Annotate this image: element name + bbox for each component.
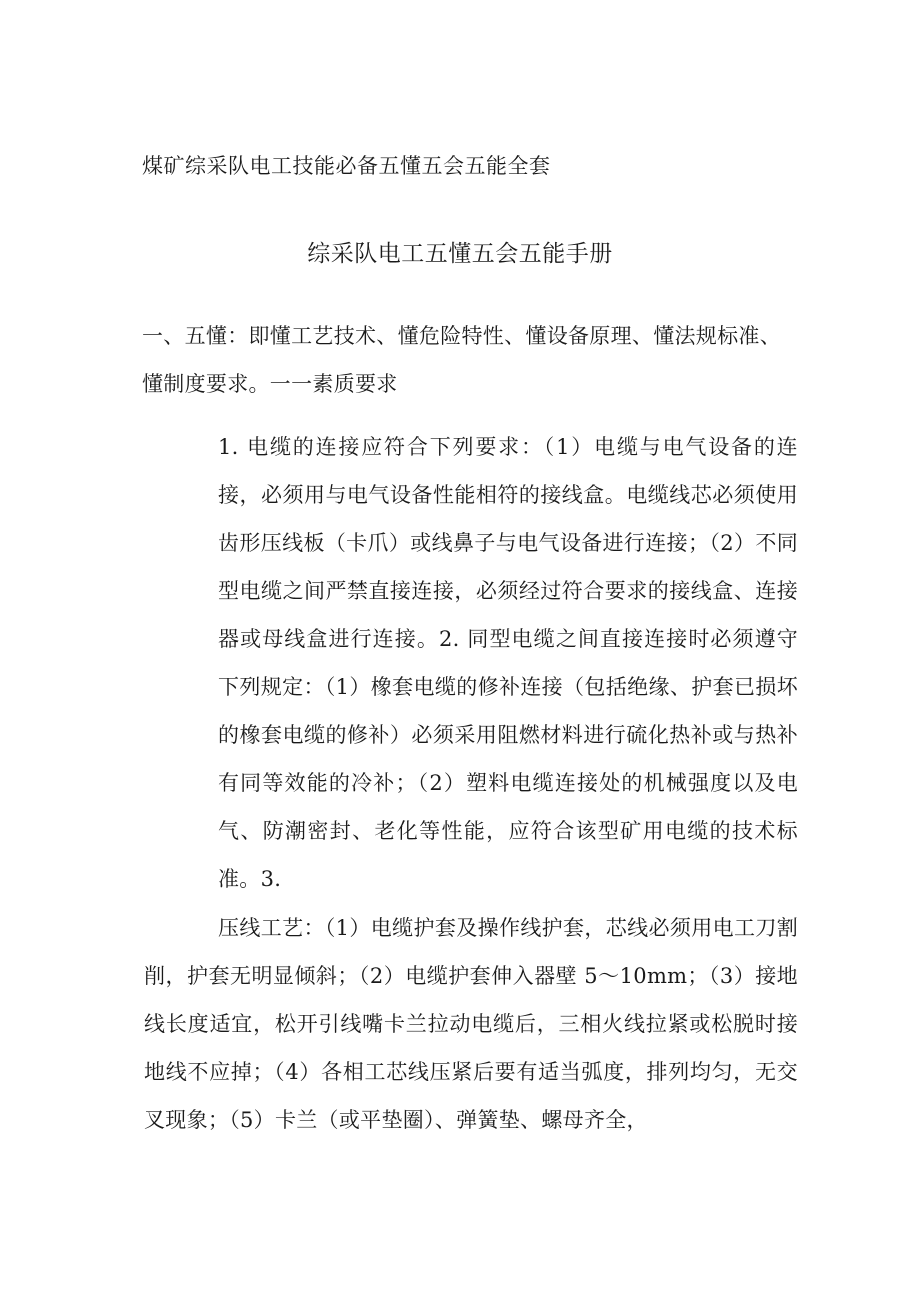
section-five-understandings: 一、五懂：即懂工艺技术、懂危险特性、懂设备原理、懂法规标准、懂制度要求。一一素质要求 <box>142 324 781 396</box>
document-title: 煤矿综采队电工技能必备五懂五会五能全套 <box>142 154 551 178</box>
paragraph-crimping-process: 压线工艺：（1）电缆护套及操作线护套，芯线必须用电工刀割削，护套无明显倾斜；（2）电缆护套伸入器壁 5～10mm；（3）接地线长度适宜，松开引线嘴卡兰拉动电缆后，三相火线拉紧或松脱时接地线不应掉；（4）各相工芯线压紧后要有适当弧度，排列均匀，无交叉现象；（5）卡兰（或平垫圈）、弹簧垫、螺母齐全， <box>144 916 798 1132</box>
manual-heading: 综采队电工五懂五会五能手册 <box>307 241 613 267</box>
paragraph-cable-connection: 1. 电缆的连接应符合下列要求：（1）电缆与电气设备的连接，必须用与电气设备性能相符的接线盒。电缆线芯必须使用齿形压线板（卡爪）或线鼻子与电气设备进行连接；（2）不同型电缆之间严禁直接连接，必须经过符合要求的接线盒、连接器或母线盒进行连接。2. 同型电缆之间直接连接时必须遵守下列规定：（1）橡套电缆的修补连接（包括绝缘、护套已损坏的橡套电缆的修补）必须采用阻燃材料进行硫化热补或与热补有同等效能的冷补；（2）塑料电缆连接处的机械强度以及电气、防潮密封、老化等性能，应符合该型矿用电缆的技术标准。3. <box>218 435 798 891</box>
